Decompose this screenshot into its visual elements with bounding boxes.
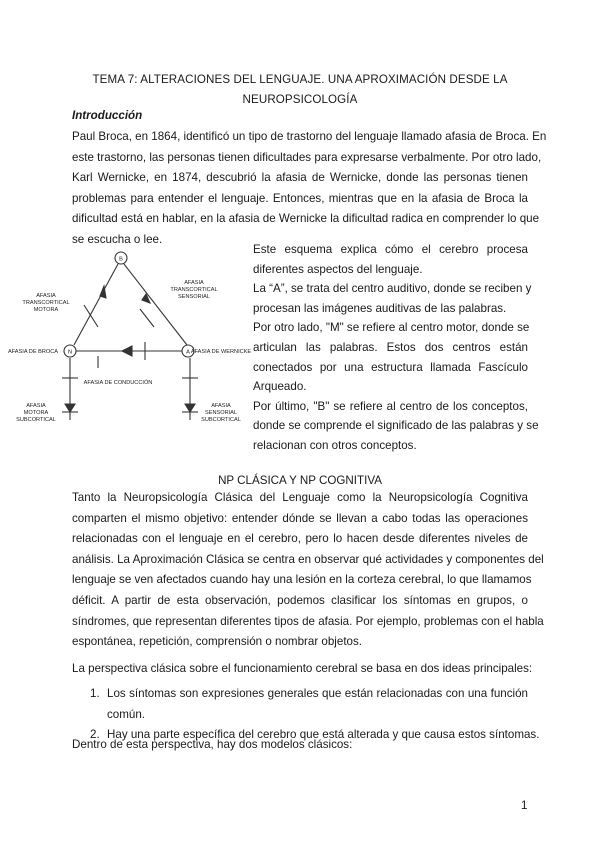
label-transcortical-motora: TRANSCORTICAL [22,300,70,306]
label-sensorial-subcortical: SUBCORTICAL [201,417,241,423]
intro-line: se escucha o lee. [72,232,163,246]
section-paragraph-2 [72,659,533,680]
label-conduccion: AFASIA DE CONDUCCIÓN [83,380,153,386]
scheme-line: Por último, "B" se refiere al centro de los conceptos, [253,399,528,413]
title-line-1: TEMA 7: ALTERACIONES DEL LENGUAJE. UNA APROXIMACIÓN DESDE LA [92,73,508,86]
label-sensorial-subcortical: SENSORIAL [204,410,238,416]
scheme-explanation [253,240,539,456]
after-list-text: Dentro de esta perspectiva, hay dos modelos clásicos: [72,738,353,751]
scheme-line: procesan las imágenes auditivas de las palabras. [253,301,507,315]
scheme-line: La “A”, se trata del centro auditivo, donde se reciben y [253,282,532,296]
list-number: 2. [90,728,100,742]
intro-line: problemas para entender el lenguaje. Entonces, mientras que en la afasia de Broca la [72,191,528,205]
section-line: relacionadas con el lenguaje en el cerebro, pero lo hacen desde diferentes niveles de [72,532,528,546]
scheme-line: diferentes aspectos del lenguaje. [253,262,423,276]
list-text: Hay una parte específica del cerebro que está alterada y que causa estos síntomas. [107,728,540,742]
label-motora-subcortical: MOTORA [23,410,49,416]
title-line-2: NEUROPSICOLOGÍA [242,93,358,106]
intro-line: este trastorno, las personas tienen dificultades para expresarse verbalmente. Por otro lado, [72,150,542,164]
list-number: 1. [90,687,100,700]
line-b-n [74,264,118,345]
node-b-label: B [119,256,123,263]
scheme-line: donde se comprende el significado de las palabras y se [253,419,539,433]
section-line: déficit. A partir de esta observación, podemos clasificar los síntomas en grupos, o [72,593,528,607]
node-n-label: N [67,349,73,356]
scheme-line: Este esquema explica cómo el cerebro procesa [253,243,528,256]
label-motora-subcortical: AFASIA [26,403,46,409]
label-wernicke: AFASIA DE WERNICKE [190,349,252,355]
page-number: 1 [521,799,528,812]
intro-line: Karl Wernicke, en 1874, descubrió la afasia de Wernicke, donde las personas tienen [72,171,528,185]
section-heading: NP CLÁSICA Y NP COGNITIVA [218,474,382,487]
scheme-line: conectados por una estructura llamada Fascículo [253,360,528,374]
section-line: análisis. La Aproximación Clásica se centra en observar qué actividades y componentes del [72,552,544,566]
label-transcortical-sensorial: AFASIA [184,280,204,286]
list-text: común. [107,707,146,721]
lesion-mark [140,309,154,327]
section-paragraph [72,488,544,653]
label-transcortical-sensorial: SENSORIAL [177,294,211,300]
scheme-line: articulan las palabras. Estos dos centros están [253,340,528,354]
aphasia-diagram [0,245,252,425]
arrow-left-mid [122,346,132,356]
intro-line: Paul Broca, en 1864, identificó un tipo de trastorno del lenguaje llamado afasia de Broca. En [72,130,547,143]
section-line: comparten el mismo objetivo: entender dónde se llevan a cabo todas las operaciones [72,511,528,525]
line-b-a [124,264,187,345]
section-line: síndromes, que representan diferentes tipos de afasia. Por ejemplo, problemas con el habla [72,614,544,628]
label-transcortical-sensorial: TRANSCORTICAL [170,287,218,293]
label-broca: AFASIA DE BROCA [7,349,59,355]
section-line: Tanto la Neuropsicología Clásica del Lenguaje como la Neuropsicología Cognitiva [72,491,528,504]
scheme-line: Por otro lado, "M" se refiere al centro motor, donde se [253,321,530,335]
node-a-label: A [186,349,190,356]
intro-line: dificultad está en hablar, en la afasia de Wernicke la dificultad radica en comprender lo que [72,212,540,226]
section-line: espontánea, repetición, comprensión o nombrar objetos. [72,635,363,649]
intro-paragraph [72,127,547,251]
scheme-line: Arqueado. [253,380,307,394]
principles-list [72,684,540,746]
label-transcortical-motora: MOTORA [33,307,59,313]
page-title [70,70,530,110]
arrow-down-n [65,404,75,412]
arrow-down-a [185,404,195,412]
list-text: Los síntomas son expresiones generales que están relacionadas con una función [107,687,528,700]
intro-heading: Introducción [72,109,143,122]
section-line: lenguaje se ven afectados cuando hay una lesión en la corteza cerebral, lo que llamamos [72,573,532,587]
label-sensorial-subcortical: AFASIA [211,403,231,409]
section-line: La perspectiva clásica sobre el funcionamiento cerebral se basa en dos ideas principales: [72,662,533,675]
label-transcortical-motora: AFASIA [36,293,56,299]
label-motora-subcortical: SUBCORTICAL [16,417,56,423]
scheme-line: relacionan con otros conceptos. [253,438,417,452]
list-item [72,684,528,725]
